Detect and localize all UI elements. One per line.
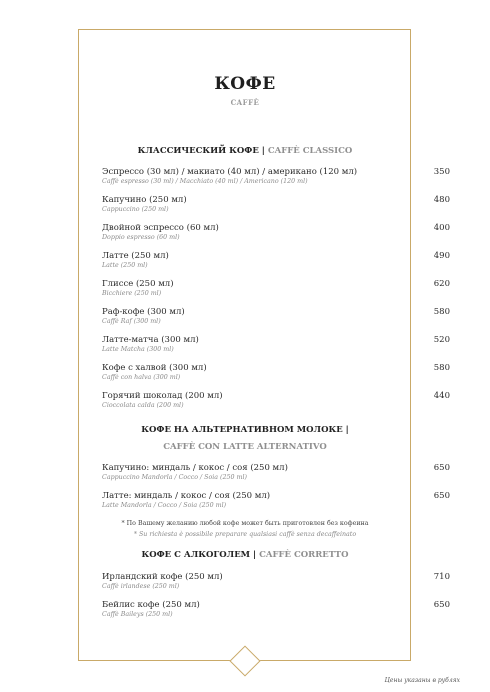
menu-item-name: Капучино (250 мл) xyxy=(102,195,187,205)
menu-item-name: Раф-кофе (300 мл) xyxy=(102,307,185,317)
section-heading-alt-milk: КОФЕ НА АЛЬТЕРНАТИВНОМ МОЛОКЕ | xyxy=(141,425,349,435)
menu-item xyxy=(102,391,450,409)
menu-item xyxy=(102,279,450,297)
menu-item-name: Горячий шоколад (200 мл) xyxy=(102,391,223,401)
menu-item xyxy=(102,195,450,213)
menu-item-price: 350 xyxy=(433,167,450,177)
menu-item-price: 620 xyxy=(433,279,450,289)
menu-item xyxy=(102,600,450,618)
menu-item xyxy=(102,307,450,325)
menu-item xyxy=(102,491,450,509)
menu-item xyxy=(102,335,450,353)
menu-item-translation: Caffè irlandese (250 ml) xyxy=(102,583,180,590)
page-subtitle: CAFFÈ xyxy=(230,98,260,107)
section-heading-alcohol xyxy=(0,550,490,560)
page-title: КОФЕ xyxy=(214,74,276,94)
menu-item-name: Двойной эспрессо (60 мл) xyxy=(102,223,219,233)
menu-item-price: 580 xyxy=(433,363,450,373)
menu-item-translation: Caffè Baileys (250 ml) xyxy=(102,611,173,618)
menu-item xyxy=(102,463,450,481)
menu-item-name: Латте: миндаль / кокос / соя (250 мл) xyxy=(102,491,271,501)
section-heading-it: CAFFÈ CORRETTO xyxy=(259,550,349,560)
menu-item-translation: Doppio espresso (60 ml) xyxy=(102,234,180,241)
section-heading-it: CAFFÈ CON LATTE ALTERNATIVO xyxy=(163,442,327,452)
menu-item-translation: Bicchiere (250 ml) xyxy=(102,290,162,297)
menu-item-translation: Latte (250 ml) xyxy=(102,262,148,269)
decaf-note: * По Вашему желанию любой кофе может быть приготовлен без кофеина xyxy=(121,520,369,527)
menu-item xyxy=(102,363,450,381)
menu-item-price: 480 xyxy=(433,195,450,205)
menu-item-price: 650 xyxy=(433,600,450,610)
menu-item xyxy=(102,167,450,185)
section-heading-ru: КОФЕ С АЛКОГОЛЕМ | xyxy=(141,550,257,560)
menu-item-name: Глиссе (250 мл) xyxy=(102,279,174,289)
menu-item-price: 490 xyxy=(433,251,450,261)
menu-item xyxy=(102,223,450,241)
menu-item-translation: Cappuccino Mandorla / Cocco / Soia (250 ml) xyxy=(102,474,247,481)
menu-item-price: 580 xyxy=(433,307,450,317)
menu-item-price: 440 xyxy=(433,391,450,401)
menu-item-translation: Latte Matcha (300 ml) xyxy=(102,346,174,353)
menu-item-name: Капучино: миндаль / кокос / соя (250 мл) xyxy=(102,463,288,473)
menu-item-name: Латте (250 мл) xyxy=(102,251,169,261)
menu-item-translation: Cappuccino (250 ml) xyxy=(102,206,169,213)
footer-price-note: Цены указаны в рублях xyxy=(384,677,460,684)
menu-item-name: Латте-матча (300 мл) xyxy=(102,335,199,345)
menu-item-price: 650 xyxy=(433,491,450,501)
section-heading-ru: КЛАССИЧЕСКИЙ КОФЕ | xyxy=(137,146,265,156)
menu-item-price: 650 xyxy=(433,463,450,473)
menu-item xyxy=(102,251,450,269)
menu-item-translation: Caffè Raf (300 ml) xyxy=(102,318,161,325)
menu-item-price: 710 xyxy=(433,572,450,582)
section-heading-classic xyxy=(0,146,490,156)
menu-item-name: Ирландский кофе (250 мл) xyxy=(102,572,223,582)
menu-item-price: 400 xyxy=(433,223,450,233)
menu-item-translation: Cioccolata calda (200 ml) xyxy=(102,402,184,409)
section-heading-it: CAFFÈ CLASSICO xyxy=(267,146,353,156)
menu-item xyxy=(102,572,450,590)
menu-item-translation: Caffè espresso (30 ml) / Macchiato (40 ml) / Americano (120 ml) xyxy=(102,178,308,185)
menu-item-name: Кофе с халвой (300 мл) xyxy=(102,363,207,373)
menu-item-price: 520 xyxy=(433,335,450,345)
decaf-note-it: * Su richiesta è possibile preparare qualsiasi caffè senza decaffeinato xyxy=(133,531,357,538)
section-heading-alt-milk-it xyxy=(0,442,490,452)
menu-item-translation: Caffè con halva (300 ml) xyxy=(102,374,181,381)
menu-item-translation: Latte Mandorla / Cocco / Soia (250 ml) xyxy=(102,502,227,509)
menu-item-name: Бейлис кофе (250 мл) xyxy=(102,600,200,610)
menu-item-name: Эспрессо (30 мл) / макиато (40 мл) / американо (120 мл) xyxy=(102,167,358,177)
